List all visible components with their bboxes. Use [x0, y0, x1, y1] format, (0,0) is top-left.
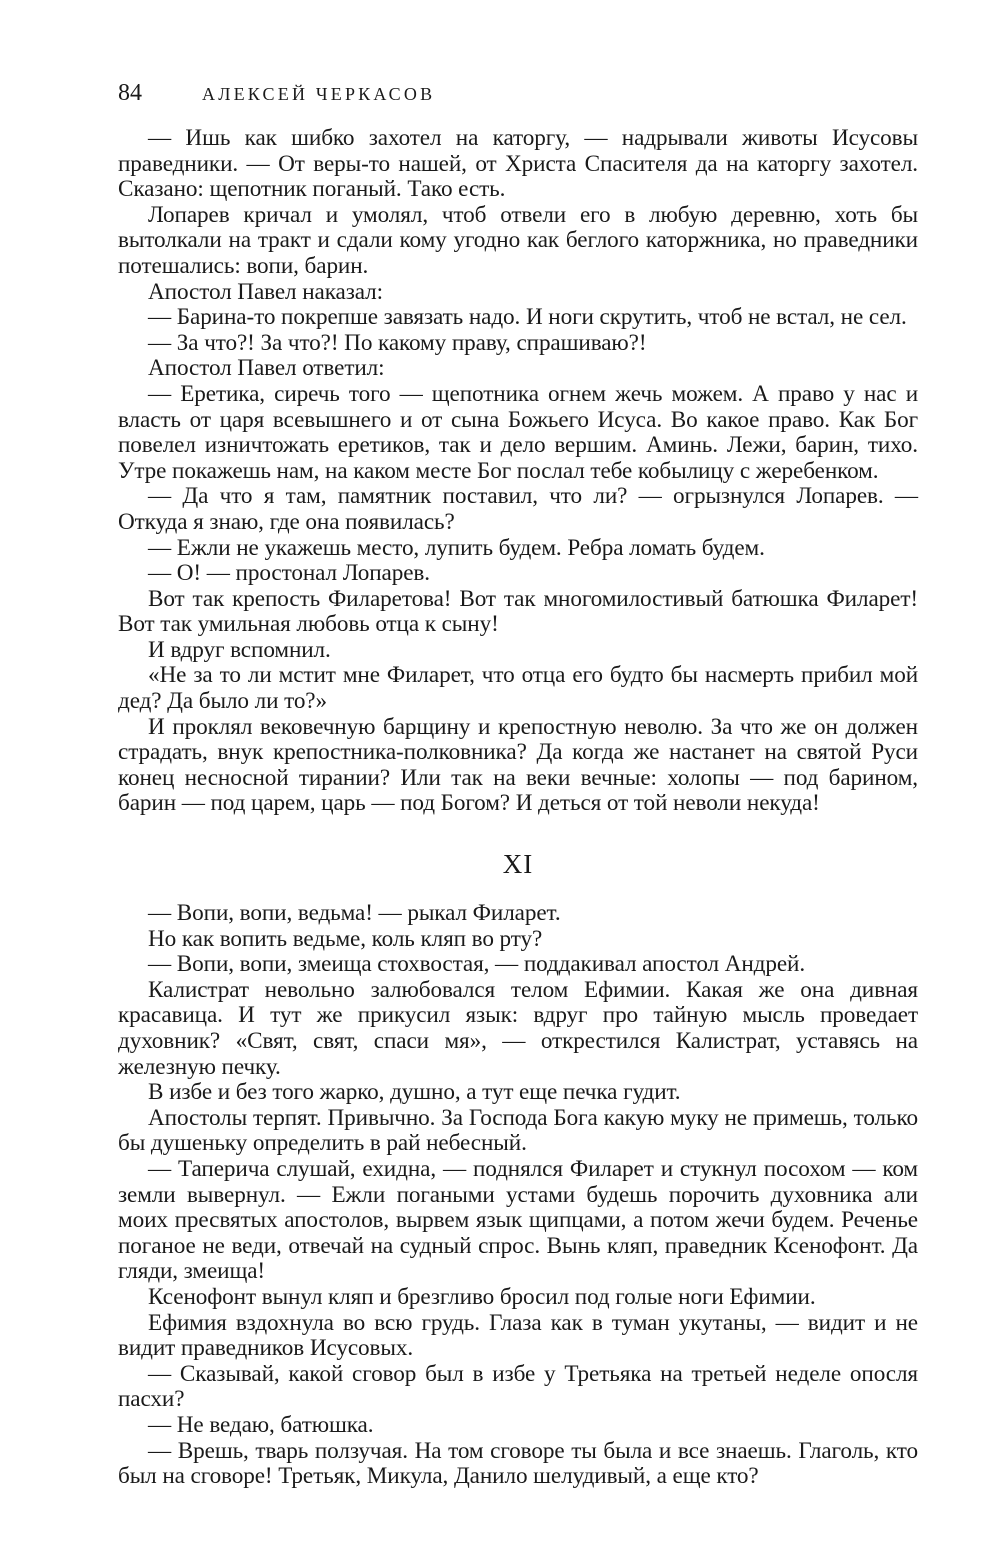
paragraph: Апостол Павел ответил: — [148, 355, 385, 382]
paragraph: — Не ведаю, батюшка. — [148, 1411, 374, 1438]
text-body — [118, 126, 918, 1490]
paragraph: Ефимия вздохнула во всю грудь. Глаза как в туман укутаны, — видит и не видит праведников Исусовых. — [118, 1309, 918, 1362]
paragraph: — Сказывай, какой сговор был в избе у Третьяка на третьей неделе опосля пасхи? — [118, 1360, 918, 1413]
paragraph: Калистрат невольно залюбовался телом Ефимии. Какая же она дивная красавица. И тут же прикусил язык: вдруг про тайную мысль проведает духовник? «Свят, свят, спаси мя», — открестился Калистрат, уставясь на железную печку. — [118, 976, 918, 1080]
book-page — [118, 80, 918, 1490]
paragraph: Вот так крепость Филаретова! Вот так многомилостивый батюшка Филарет! Вот так умильная любовь отца к сыну! — [118, 585, 918, 638]
paragraph: «Не за то ли мстит мне Филарет, что отца его будто бы насмерть прибил мой дед? Да было ли то?» — [118, 662, 918, 715]
paragraph: — Да что я там, памятник поставил, что ли? — огрызнулся Лопарев. — Откуда я знаю, где она появилась? — [118, 483, 918, 535]
paragraph: — О! — простонал Лопарев. — [148, 560, 430, 587]
paragraph: — Еретика, сиречь того — щепотника огнем жечь можем. А право у нас и власть от царя всевышнего и от сына Божьего Исуса. Во какое право. Как Бог повелел изничтожать еретиков, так и дело вершим. Аминь. Лежи, барин, тихо. Утре покажешь нам, на каком месте Бог послал тебе кобылицу с жеребенком. — [118, 380, 918, 484]
paragraph: И проклял вековечную барщину и крепостную неволю. За что же он должен страдать, внук крепостника-полковника? Да когда же настанет на святой Руси конец несносной тирании? Или так на веки вечные: холопы — под барином, барин — под царем, царь — под Богом? И деться от той неволи некуда! — [118, 713, 918, 817]
paragraph: — За что?! За что?! По какому праву, спрашиваю?! — [148, 329, 647, 356]
paragraph: Лопарев кричал и умолял, чтоб отвели его в любую деревню, хоть бы вытолкали на тракт и сдали кому угодно как беглого каторжника, но праведники потешались: вопи, барин. — [118, 201, 918, 279]
paragraph: Апостолы терпят. Привычно. За Господа Бога какую муку не примешь, только бы душеньку определить в рай небесный. — [118, 1104, 918, 1157]
paragraph: Но как вопить ведьме, коль кляп во рту? — [148, 925, 543, 952]
section-heading: XI — [502, 849, 534, 880]
paragraph: В избе и без того жарко, душно, а тут еще печка гудит. — [148, 1079, 681, 1106]
paragraph: Апостол Павел наказал: — [148, 278, 383, 305]
paragraph: И вдруг вспомнил. — [148, 636, 331, 663]
paragraph: — Вопи, вопи, змеища стохвостая, — поддакивал апостол Андрей. — [148, 951, 806, 978]
paragraph: — Врешь, тварь ползучая. На том сговоре ты была и все знаешь. Глаголь, кто был на сговоре! Третьяк, Микула, Данило шелудивый, а еще кто? — [118, 1437, 918, 1490]
paragraph: — Таперича слушай, ехидна, — поднялся Филарет и стукнул посохом — ком земли вывернул. — Ежли погаными устами будешь порочить духовника али моих пресвятых апостолов, вырвем язык щипцами, а потом жечи будем. Реченье поганое не веди, отвечай на судный спрос. Вынь кляп, праведник Ксенофонт. Да гляди, змеища! — [118, 1155, 918, 1285]
paragraph: — Ишь как шибко захотел на каторгу, — надрывали животы Исусовы праведники. — От веры-то нашей, от Христа Спасителя да на каторгу захотел. Сказано: щепотник поганый. Тако есть. — [118, 125, 918, 203]
page-number: 84 — [118, 80, 142, 106]
paragraph: — Ежли не укажешь место, лупить будем. Ребра ломать будем. — [148, 534, 765, 561]
paragraph: — Вопи, вопи, ведьма! — рыкал Филарет. — [148, 900, 561, 927]
running-title: АЛЕКСЕЙ ЧЕРКАСОВ — [202, 84, 436, 104]
paragraph: — Барина-то покрепше завязать надо. И ноги скрутить, чтоб не встал, не сел. — [148, 304, 907, 331]
paragraph: Ксенофонт вынул кляп и брезгливо бросил под голые ноги Ефимии. — [148, 1283, 816, 1310]
running-head — [118, 80, 918, 120]
